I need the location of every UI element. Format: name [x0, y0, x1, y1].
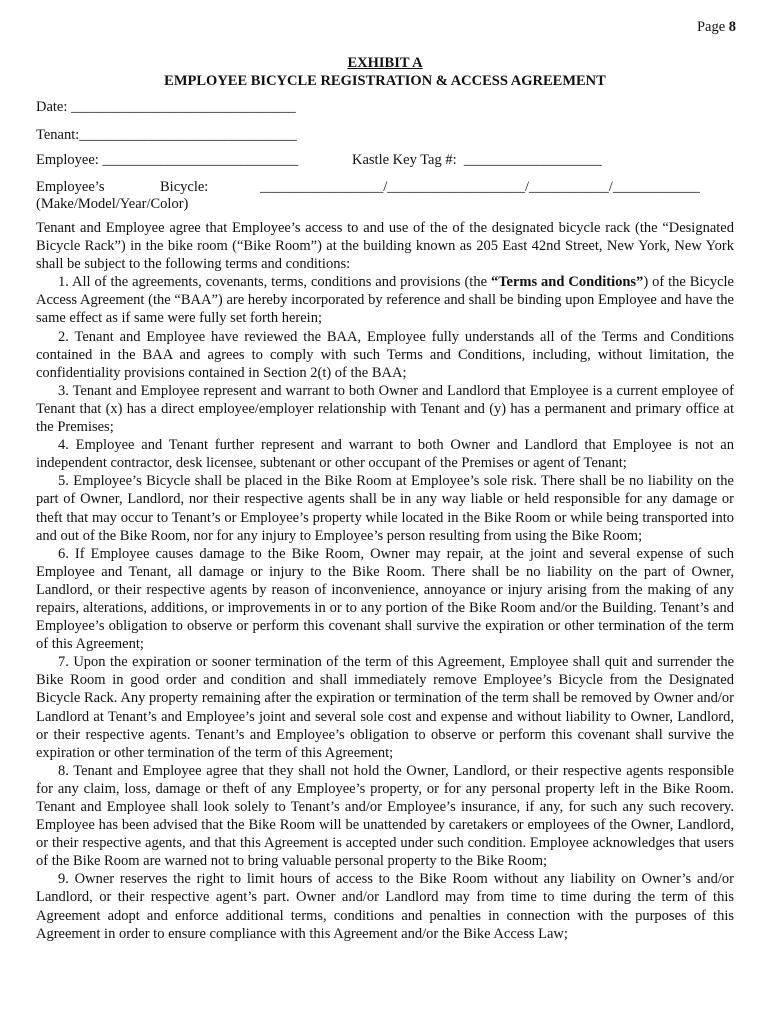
clause-9: 9. Owner reserves the right to limit hours of access to the Bike Room without any liability on Owner’s and/or Landlord, or their respective agent’s part. Owner and/or Landlord may from time to time during the term of this Agreement adopt and enforce additional terms, conditions and penalties in connection with the purposes of this Agreement in order to ensure compliance with this Agreement and/or the Bike Access Law;	[36, 871, 734, 942]
clause-6: 6. If Employee causes damage to the Bike Room, Owner may repair, at the joint and several expense of such Employee and Tenant, all damage or injury to the Bike Room. There shall be no liability on the part of Owner, Landlord, or their respective agents by reason of inconvenience, annoyance or injury arising from the making of any repairs, alterations, additions, or improvements in or to any portion of the Bike Room and/or the Building. Tenant’s and Employee’s obligation to observe or perform this covenant shall survive the expiration or other termination of the term of this Agreement;	[36, 545, 734, 653]
exhibit-title	[0, 54, 770, 90]
agreement-heading: EMPLOYEE BICYCLE REGISTRATION & ACCESS AGREEMENT	[164, 73, 606, 89]
bicycle-sublabel: (Make/Model/Year/Color)	[36, 196, 189, 212]
tenant-field: Tenant:______________________________	[36, 127, 297, 143]
kastle-key-field: Kastle Key Tag #: ___________________	[352, 152, 602, 168]
clause-5: 5. Employee’s Bicycle shall be placed in the Bike Room at Employee’s sole risk. There shall be no liability on the part of Owner, Landlord, nor their respective agents shall be in any way liable or held responsible for any damage or theft that may occur to Tenant’s or Employee’s property while located in the Bike Room or while being transported into and out of the Bike Room, nor for any injury to Employee’s person resulting from using the Bike Room;	[36, 473, 734, 544]
clause-2: 2. Tenant and Employee have reviewed the BAA, Employee fully understands all of the Terms and Conditions contained in the BAA and agrees to comply with such Terms and Conditions, including, without limitation, the confidentiality provisions contained in Section 2(t) of the BAA;	[36, 328, 734, 381]
page-number	[697, 19, 736, 36]
bicycle-label-bicycle: Bicycle:	[160, 179, 209, 195]
exhibit-heading: EXHIBIT A	[347, 55, 423, 71]
clause-1-post: ) of the Bicycle Access Agreement (the “BAA”) are hereby incorporated by reference and shall be binding upon Employee and have the same effect as if same were fully set forth herein;	[36, 274, 734, 327]
employee-field: Employee: ___________________________	[36, 152, 299, 168]
date-field: Date: _______________________________	[36, 99, 296, 115]
clause-3: 3. Tenant and Employee represent and warrant to both Owner and Landlord that Employee is a current employee of Tenant that (x) has a direct employee/employer relationship with Tenant and (y) has a permanent and primary office at the Premises;	[36, 382, 734, 436]
clause-1-pre: 1. All of the agreements, covenants, terms, conditions and provisions (the	[58, 274, 491, 291]
page-number-value: 8	[728, 19, 736, 35]
bicycle-label-employees: Employee’s	[36, 179, 105, 195]
clause-8: 8. Tenant and Employee agree that they shall not hold the Owner, Landlord, or their respective agents responsible for any claim, loss, damage or theft of any Employee’s property, or for any personal property left in the Bike Room. Tenant and Employee shall look solely to Tenant’s and/or Employee’s insurance, if any, for such any such recovery. Employee has been advised that the Bike Room will be unattended by caretakers or employees of the Owner, Landlord, or their respective agents, and that this Agreement is accepted under such condition. Employee acknowledges that users of the Bike Room are warned not to bring valuable personal property to the Bike Room;	[36, 762, 734, 870]
clause-1-bold-term: “Terms and Conditions”	[490, 274, 644, 291]
bicycle-blanks: _________________/___________________/___________/____________	[260, 179, 700, 195]
clause-4: 4. Employee and Tenant further represent and warrant to both Owner and Landlord that Employee is not an independent contractor, desk licensee, subtenant or other occupant of the Premises or agent of Tenant;	[36, 437, 734, 472]
clause-7: 7. Upon the expiration or sooner termination of the term of this Agreement, Employee shall quit and surrender the Bike Room in good order and condition and shall immediately remove Employee’s Bicycle from the Designated Bicycle Rack. Any property remaining after the expiration or termination of the term shall be removed by Owner and/or Landlord at Tenant’s and Employee’s joint and several sole cost and expense and without liability to Owner, Landlord, or their respective agents. Tenant’s and Employee’s obligation to observe or perform this covenant shall survive the expiration or other termination of the term of this Agreement;	[36, 654, 734, 761]
clause-1	[36, 273, 734, 327]
intro-paragraph: Tenant and Employee agree that Employee’s access to and use of the of the designated bicycle rack (the “Designated Bicycle Rack”) in the bike room (“Bike Room”) at the building known as 205 East 42nd Street, New York, New York shall be subject to the following terms and conditions:	[36, 220, 734, 273]
page-label: Page	[696, 19, 726, 35]
agreement-body	[36, 219, 734, 943]
